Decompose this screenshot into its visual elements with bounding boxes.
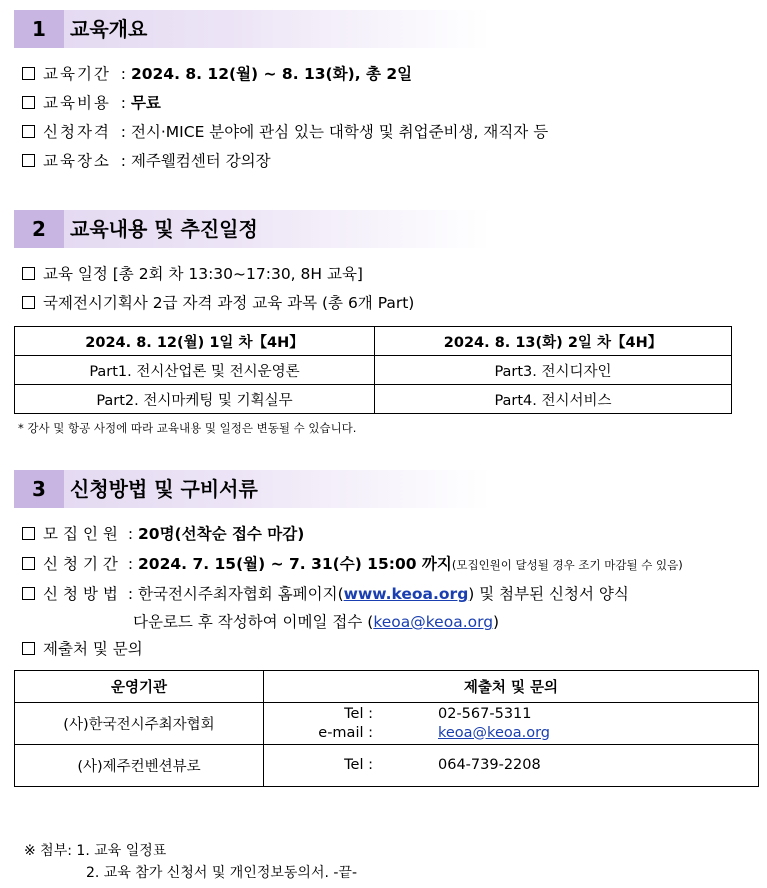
section-title: 신청방법 및 구비서류 [70, 477, 258, 501]
checkbox-icon [22, 154, 35, 167]
checkbox-icon [22, 587, 35, 600]
checkbox-icon [22, 96, 35, 109]
phone-number: 064-739-2208 [438, 756, 541, 773]
table-header-row [15, 327, 732, 356]
table-cell: Part3. 전시디자인 [375, 356, 732, 385]
table-row [15, 745, 759, 787]
section-number: 2 [14, 210, 64, 248]
org-name: (사)한국전시주최자협회 [15, 703, 264, 745]
phone-number: 02-567-5311 [438, 705, 532, 722]
email-link[interactable]: keoa@keoa.org [373, 613, 494, 631]
section-title: 교육개요 [70, 17, 148, 41]
homepage-link[interactable]: www.keoa.org [343, 585, 469, 603]
overview-location: 교육장소 : 제주웰컴센터 강의장 [22, 151, 271, 171]
table-header-row [15, 671, 759, 703]
overview-eligibility: 신청자격 : 전시·MICE 분야에 관심 있는 대학생 및 취업준비생, 재직자 등 [22, 122, 548, 142]
overview-cost: 교육비용 : 무료 [22, 93, 161, 113]
schedule-table [14, 326, 732, 414]
table-header-day1: 2024. 8. 12(월) 1일 차【4H】 [15, 327, 375, 356]
email-link[interactable]: keoa@keoa.org [438, 724, 551, 741]
checkbox-icon [22, 557, 35, 570]
section-title: 교육내용 및 추진일정 [70, 217, 258, 241]
recruit-line: 모집인원 : 20명(선착순 접수 마감) [22, 524, 304, 544]
table-header-org: 운영기관 [15, 671, 264, 703]
contact-cell: Tel : 064-739-2208 [264, 745, 759, 787]
application-method-line-2: 다운로드 후 작성하여 이메일 접수 (keoa@keoa.org) [133, 613, 500, 631]
table-row [15, 385, 732, 414]
table-cell: Part2. 전시마케팅 및 기획실무 [15, 385, 375, 414]
course-subjects-line: 국제전시기획사 2급 자격 과정 교육 과목 (총 6개 Part) [22, 293, 414, 313]
table-header-contact: 제출처 및 문의 [264, 671, 759, 703]
table-cell: Part4. 전시서비스 [375, 385, 732, 414]
application-period-line: 신청기간 : 2024. 7. 15(월) ~ 7. 31(수) 15:00 까지(모집인원이 달성될 경우 조기 마감될 수 있음) [22, 554, 683, 575]
checkbox-icon [22, 642, 35, 655]
org-name: (사)제주컨벤션뷰로 [15, 745, 264, 787]
section-number: 3 [14, 470, 64, 508]
table-header-day2: 2024. 8. 13(화) 2일 차【4H】 [375, 327, 732, 356]
attachments-line-1: ※ 첨부: 1. 교육 일정표 [24, 843, 167, 859]
schedule-line: 교육 일정 [총 2회 차 13:30~17:30, 8H 교육] [22, 264, 363, 284]
checkbox-icon [22, 125, 35, 138]
contact-table [14, 670, 759, 787]
contact-cell: Tel : 02-567-5311 e-mail : keoa@keoa.org [264, 703, 759, 745]
table-row [15, 356, 732, 385]
section-1-header [14, 10, 490, 48]
submission-line: 제출처 및 문의 [22, 639, 143, 659]
section-3-header [14, 470, 490, 508]
schedule-note: * 강사 및 항공 사정에 따라 교육내용 및 일정은 변동될 수 있습니다. [18, 421, 357, 435]
table-row [15, 703, 759, 745]
table-cell: Part1. 전시산업론 및 전시운영론 [15, 356, 375, 385]
overview-period: 교육기간 : 2024. 8. 12(월) ~ 8. 13(화), 총 2일 [22, 64, 412, 84]
section-2-header [14, 210, 490, 248]
checkbox-icon [22, 67, 35, 80]
checkbox-icon [22, 296, 35, 309]
application-method-line: 신청방법 : 한국전시주최자협회 홈페이지(www.keoa.org) 및 첨부된 신청서 양식 [22, 584, 629, 604]
attachments-line-2: 2. 교육 참가 신청서 및 개인정보동의서. -끝- [86, 865, 357, 881]
checkbox-icon [22, 527, 35, 540]
checkbox-icon [22, 267, 35, 280]
section-number: 1 [14, 10, 64, 48]
